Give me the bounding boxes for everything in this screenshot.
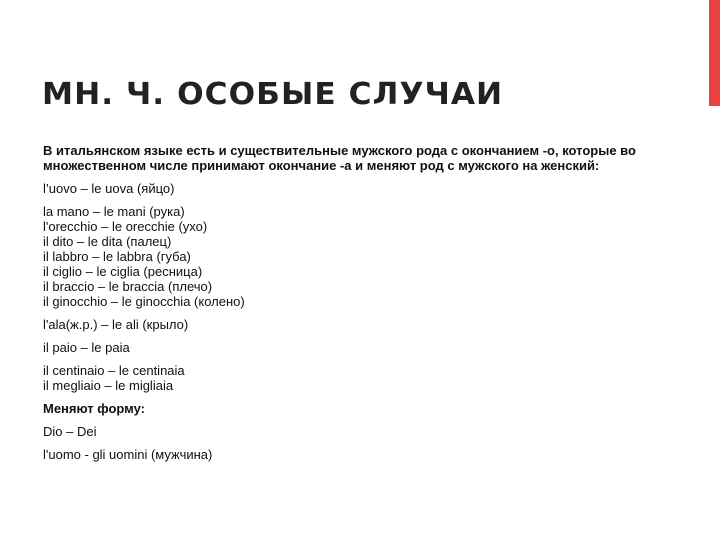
- example-line: il megliaio – le migliaia: [43, 378, 174, 393]
- example-line: il braccio – le braccia (плечо): [43, 279, 213, 294]
- example-group-3: [43, 317, 673, 332]
- example-line: il paio – le paia: [43, 340, 130, 355]
- example-line: il ciglio – le ciglia (ресница): [43, 264, 203, 279]
- example-line: l'uomo - gli uomini (мужчина): [43, 447, 213, 462]
- slide-title: МН. Ч. ОСОБЫЕ СЛУЧАИ: [42, 77, 504, 112]
- example-group-1: [43, 181, 673, 196]
- example-group-5: [43, 363, 673, 393]
- slide-body: [43, 143, 673, 462]
- example-line: Dio – Dei: [43, 424, 97, 439]
- intro-paragraph: В итальянском языке есть и существительные мужского рода с окончанием -о, которые во множественном числе принимают окончание -а и меняют род с мужского на женский:: [43, 143, 636, 173]
- example-line: l'orecchio – le orecchie (ухо): [43, 219, 208, 234]
- subheading: Меняют форму:: [43, 401, 146, 416]
- example-group-2: [43, 204, 673, 309]
- example-group-4: [43, 340, 673, 355]
- example-line: l’uovo – le uova (яйцо): [43, 181, 175, 196]
- example-line: l'ala(ж.р.) – le ali (крыло): [43, 317, 189, 332]
- example-line: il ginocchio – le ginocchia (колено): [43, 294, 245, 309]
- example-group-6: [43, 424, 673, 439]
- example-group-7: [43, 447, 673, 462]
- example-line: il labbro – le labbra (губа): [43, 249, 191, 264]
- example-line: la mano – le mani (рука): [43, 204, 185, 219]
- example-line: il centinaio – le centinaia: [43, 363, 185, 378]
- accent-bar: [709, 0, 720, 106]
- example-line: il dito – le dita (палец): [43, 234, 172, 249]
